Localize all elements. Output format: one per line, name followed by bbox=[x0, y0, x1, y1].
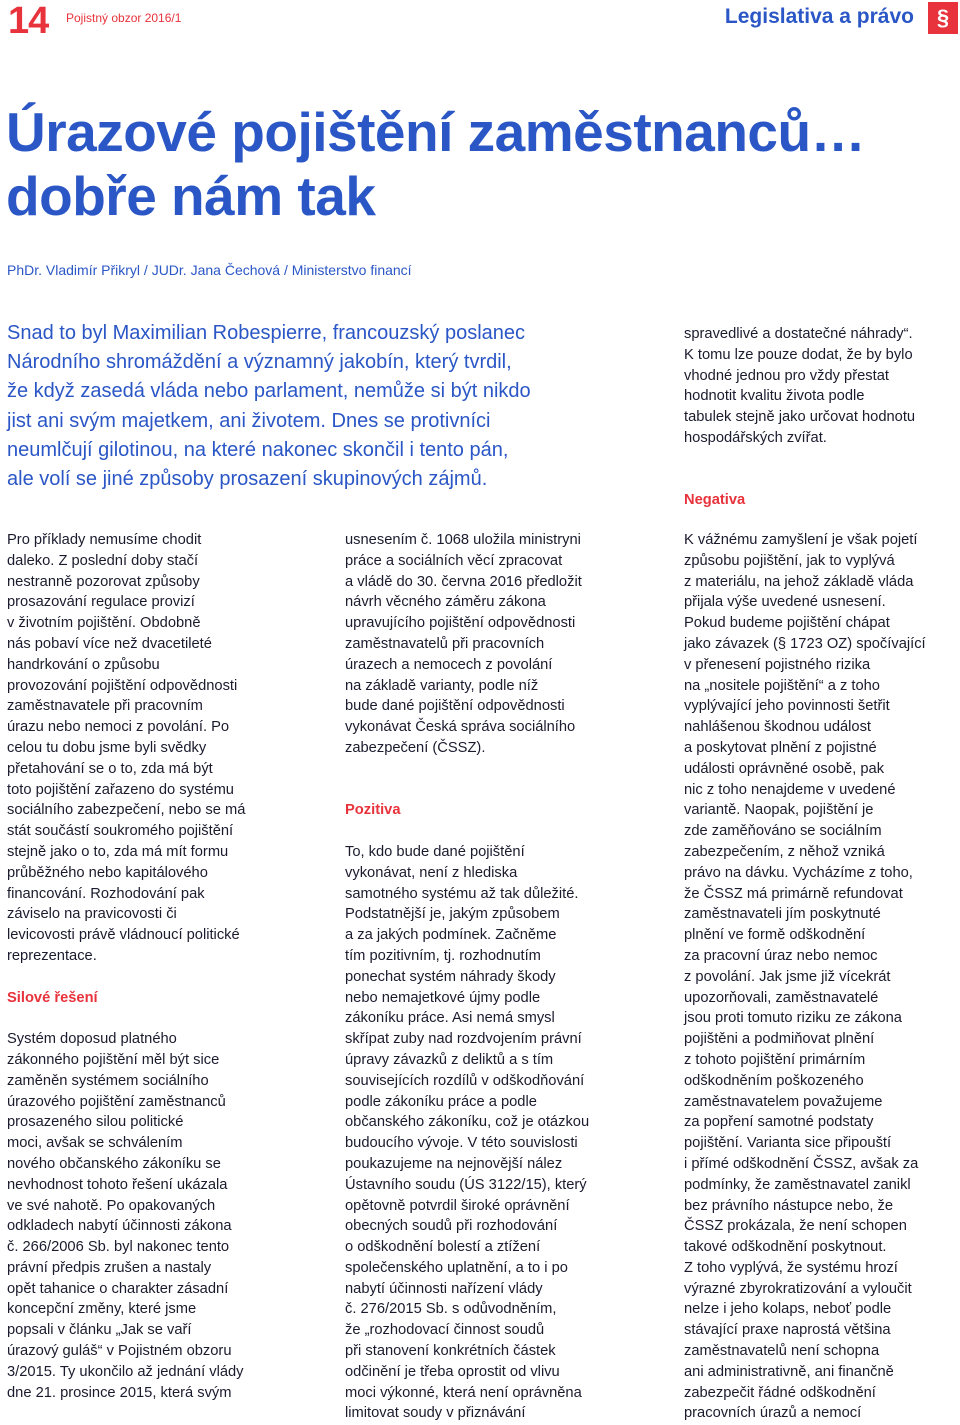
text-line: vhodné jednou pro vždy přestat bbox=[684, 367, 889, 384]
text-line: opět tahanice o charakter zásadní bbox=[7, 1280, 229, 1297]
text-line: nic z toho nenajdeme v uvedené bbox=[684, 781, 896, 798]
article-title-line: dobře nám tak bbox=[6, 165, 376, 227]
text-line: prosazeného silou politické bbox=[7, 1114, 184, 1131]
text-line: Systém doposud platného bbox=[7, 1031, 177, 1048]
text-line: stejně jako o to, zda má mít formu bbox=[7, 843, 229, 860]
text-line: úpravy závazků z deliktů a s tím bbox=[345, 1051, 554, 1068]
text-line: Podstatnější je, jakým způsobem bbox=[345, 906, 560, 923]
text-line: za pracovní úraz nebo nemoc bbox=[684, 947, 878, 964]
page-number: 14 bbox=[8, 0, 49, 42]
text-line: ponechat systém náhrady škody bbox=[345, 968, 556, 985]
text-line: daleko. Z poslední doby stačí bbox=[7, 552, 199, 569]
text-line: obecných soudů při rozhodování bbox=[345, 1218, 558, 1235]
text-line: odčinění je třeba oprostit od vlivu bbox=[345, 1363, 560, 1380]
text-line: podmínky, že zaměstnavatel zanikl bbox=[684, 1176, 911, 1193]
text-line: zákoníku práce. Asi nemá smysl bbox=[345, 1010, 555, 1027]
text-line: odkladech nabytí účinnosti zákona bbox=[7, 1218, 232, 1235]
text-line: variantě. Naopak, pojištění je bbox=[684, 802, 874, 819]
text-line: odškodněním poškozeného bbox=[684, 1072, 864, 1089]
text-line: popsali v článku „Jak se vaří bbox=[7, 1322, 192, 1339]
text-line: levicovosti právě vládnoucí politické bbox=[7, 927, 240, 944]
text-line: záviselo na pravicovosti či bbox=[7, 906, 177, 923]
text-line: občanského zákoníku, což je otázkou bbox=[345, 1114, 590, 1131]
text-line: úrazech a nemocech z povolání bbox=[345, 656, 553, 673]
body-paragraph bbox=[684, 324, 960, 449]
text-line: Ústavního soudu (ÚS 3122/15), který bbox=[345, 1176, 587, 1193]
text-line: zaměstnavatelem považujeme bbox=[684, 1093, 883, 1110]
text-line: podle zákoníku práce a podle bbox=[345, 1093, 537, 1110]
text-line: nevhodnost tohoto řešení ukázala bbox=[7, 1176, 228, 1193]
text-line: nás pobaví více než dvacetileté bbox=[7, 635, 212, 652]
text-line: pojištění. Varianta sice připouští bbox=[684, 1135, 892, 1152]
text-line: nahlášenou škodnou událost bbox=[684, 719, 872, 736]
journal-name: Pojistný obzor 2016/1 bbox=[66, 11, 182, 25]
text-line: stávající praxe naprostá většina bbox=[684, 1322, 891, 1339]
text-line: upozorňovali, zaměstnavatelé bbox=[684, 989, 879, 1006]
text-line: stát součástí soukromého pojištění bbox=[7, 823, 234, 840]
text-line: že ČSSZ má primárně refundovat bbox=[684, 885, 903, 902]
text-line: samotného systému až tak důležité. bbox=[345, 885, 579, 902]
text-line: toto pojištění zařazeno do systému bbox=[7, 781, 234, 798]
text-line: tím pozitivním, tj. rozhodnutím bbox=[345, 947, 541, 964]
paragraph-gap bbox=[345, 780, 663, 801]
text-line: zabezpečit řádné odškodnění bbox=[684, 1384, 876, 1401]
text-line: upravujícího pojištění odpovědnosti bbox=[345, 615, 576, 632]
text-line: financování. Rozhodování pak bbox=[7, 885, 205, 902]
paragraph-gap bbox=[7, 1008, 325, 1029]
body-paragraph bbox=[7, 530, 325, 967]
lead-line: neumlčují gilotinou, na které nakonec skončil i tento pán, bbox=[7, 438, 509, 461]
text-line: jako závazek (§ 1723 OZ) spočívající bbox=[684, 635, 926, 652]
text-line: v životním pojištění. Obdobně bbox=[7, 615, 201, 632]
lead-line: jist ani svým majetkem, ani životem. Dnes se protivníci bbox=[7, 409, 491, 432]
text-line: úrazového pojištění zaměstnanců bbox=[7, 1093, 226, 1110]
lead-line: že když zasedá vláda nebo parlament, nemůže si být nikdo bbox=[7, 380, 531, 403]
text-line: o odškodnění bolestí a ztížení bbox=[345, 1239, 541, 1256]
section-paragraph-icon: § bbox=[928, 2, 958, 34]
article-title bbox=[6, 100, 956, 228]
text-line: zaměstnavatelů není schopna bbox=[684, 1343, 880, 1360]
text-line: K vážnému zamyšlení je však pojetí bbox=[684, 532, 918, 548]
text-line: ve své nahotě. Po opakovaných bbox=[7, 1197, 216, 1214]
text-line: bez právního nástupce nebo, že bbox=[684, 1197, 894, 1214]
text-line: úrazu nebo nemoci z povolání. Po bbox=[7, 719, 230, 736]
text-line: vykonávat, není z hlediska bbox=[345, 864, 518, 881]
body-paragraph bbox=[345, 842, 663, 1424]
text-line: způsobu pojištění, jak to vyplývá bbox=[684, 552, 895, 569]
article-lead bbox=[7, 319, 647, 494]
text-line: takové odškodnění poskytnout. bbox=[684, 1239, 887, 1256]
text-line: v přenesení pojistného rizika bbox=[684, 656, 871, 673]
text-line: ČSSZ prokázala, že není schopen bbox=[684, 1218, 907, 1235]
lead-line: Snad to byl Maximilian Robespierre, francouzský poslanec bbox=[7, 322, 526, 344]
article-authors: PhDr. Vladimír Přikryl / JUDr. Jana Čechová / Ministerstvo financí bbox=[7, 262, 412, 278]
text-line: i přímé odškodnění ČSSZ, avšak za bbox=[684, 1155, 919, 1172]
text-line: nestranně pozorovat způsoby bbox=[7, 573, 200, 590]
text-line: nového občanského zákoníku se bbox=[7, 1155, 221, 1172]
text-line: nebo nemajetkové újmy podle bbox=[345, 989, 541, 1006]
text-line: zde zaměňováno se sociálním bbox=[684, 823, 882, 840]
text-line: přijala výše uvedené usnesení. bbox=[684, 594, 886, 611]
text-line: hospodářských zvířat. bbox=[684, 429, 827, 446]
text-line: zaměstnavatele při pracovním bbox=[7, 698, 203, 715]
body-paragraph bbox=[684, 530, 960, 1424]
text-line: na základě varianty, podle níž bbox=[345, 677, 539, 694]
text-line: zaměněn systémem sociálního bbox=[7, 1072, 209, 1089]
body-paragraph bbox=[7, 1029, 325, 1403]
text-line: nelze i jeho kolaps, neboť podle bbox=[684, 1301, 892, 1318]
text-line: č. 266/2006 Sb. byl nakonec tento bbox=[7, 1239, 230, 1256]
text-line: moci výkonné, která není oprávněna bbox=[345, 1384, 582, 1401]
text-line: 3/2015. Ty ukončilo až jednání vlády bbox=[7, 1363, 244, 1380]
text-line: výrazné zbyrokratizování a vyloučit bbox=[684, 1280, 912, 1297]
text-line: Negativa bbox=[684, 492, 746, 509]
text-line: Pro příklady nemusíme chodit bbox=[7, 532, 202, 548]
text-line: události oprávněné osobě, pak bbox=[684, 760, 885, 777]
lead-line: Národního shromáždění a významný jakobín, který tvrdil, bbox=[7, 351, 512, 374]
text-line: zabezpečením, z něhož vzniká bbox=[684, 843, 885, 860]
text-line: sociálního zabezpečení, nebo se má bbox=[7, 802, 246, 819]
text-line: ani administrativně, ani finančně bbox=[684, 1363, 894, 1380]
text-line: z tohoto pojištění primárním bbox=[684, 1051, 866, 1068]
body-column-3 bbox=[684, 530, 960, 1424]
text-line: souvisejících rozdílů v odškodňování bbox=[345, 1072, 585, 1089]
text-line: budoucího vývoje. V této souvislosti bbox=[345, 1135, 578, 1152]
text-line: celou tu dobu jsme byli svědky bbox=[7, 739, 207, 756]
text-line: pracovních úrazů a nemocí bbox=[684, 1405, 862, 1422]
text-line: skřípat zuby nad rozdvojením právní bbox=[345, 1031, 582, 1048]
text-line: zaměstnavateli jím poskytnuté bbox=[684, 906, 881, 923]
body-column-3-top bbox=[684, 324, 960, 511]
text-line: spravedlivé a dostatečné náhrady“. bbox=[684, 326, 913, 342]
text-line: jsou proti tomuto riziku ze zákona bbox=[684, 1010, 902, 1027]
paragraph-gap bbox=[7, 967, 325, 988]
subheading bbox=[7, 988, 325, 1009]
text-line: koncepční změny, které jsme bbox=[7, 1301, 197, 1318]
text-line: právní předpis zrušen a nastaly bbox=[7, 1259, 212, 1276]
paragraph-gap bbox=[345, 759, 663, 780]
text-line: poukazujeme na nejnovější nález bbox=[345, 1155, 563, 1172]
text-line: z materiálu, na jehož základě vláda bbox=[684, 573, 914, 590]
text-line: opětovně potvrdil široké oprávnění bbox=[345, 1197, 570, 1214]
text-line: návrh věcného záměru zákona bbox=[345, 594, 546, 611]
text-line: průběžného nebo kapitálového bbox=[7, 864, 208, 881]
text-line: prosazování regulace provizí bbox=[7, 594, 195, 611]
paragraph-gap bbox=[684, 470, 960, 491]
paragraph-gap bbox=[684, 449, 960, 470]
text-line: To, kdo bude dané pojištění bbox=[345, 843, 525, 860]
text-line: zaměstnavatelů při pracovních bbox=[345, 635, 545, 652]
text-line: tabulek stejně jako určovat hodnotu bbox=[684, 409, 916, 426]
lead-line: ale volí se jiné způsoby prosazení skupinových zájmů. bbox=[7, 468, 488, 491]
text-line: zabezpečení (ČSSZ). bbox=[345, 739, 486, 756]
text-line: limitovat soudy v přiznávání bbox=[345, 1405, 526, 1422]
paragraph-gap bbox=[345, 821, 663, 842]
article-title-line: Úrazové pojištění zaměstnanců… bbox=[6, 101, 866, 163]
subheading bbox=[684, 490, 960, 511]
text-line: handrkování o způsobu bbox=[7, 656, 160, 673]
text-line: že „rozhodovací činnost soudů bbox=[345, 1322, 545, 1339]
text-line: a za jakých podmínek. Začněme bbox=[345, 927, 557, 944]
text-line: Silové řešení bbox=[7, 989, 98, 1006]
text-line: usnesením č. 1068 uložila ministryni bbox=[345, 532, 581, 548]
text-line: č. 276/2015 Sb. s odůvodněním, bbox=[345, 1301, 557, 1318]
text-line: dne 21. prosince 2015, která svým bbox=[7, 1384, 232, 1401]
text-line: pojištěni a podmiňovat plnění bbox=[684, 1031, 875, 1048]
body-column-2 bbox=[345, 530, 663, 1424]
text-line: provozování pojištění odpovědnosti bbox=[7, 677, 238, 694]
text-line: vykonávat Česká správa sociálního bbox=[345, 719, 576, 736]
text-line: zákonného pojištění měl být sice bbox=[7, 1051, 220, 1068]
text-line: Pokud budeme pojištění chápat bbox=[684, 615, 890, 632]
text-line: práce a sociálních věcí zpracovat bbox=[345, 552, 563, 569]
text-line: reprezentace. bbox=[7, 947, 97, 964]
text-line: vyplývající jeho povinnosti šetřit bbox=[684, 698, 890, 715]
text-line: Pozitiva bbox=[345, 802, 401, 819]
section-title: Legislativa a právo bbox=[724, 5, 914, 28]
text-line: a vládě do 30. června 2016 předložit bbox=[345, 573, 582, 590]
text-line: přetahování se o to, zda má být bbox=[7, 760, 213, 777]
text-line: úrazový guláš“ v Pojistném obzoru bbox=[7, 1343, 232, 1360]
text-line: K tomu lze pouze dodat, že by bylo bbox=[684, 346, 913, 363]
text-line: z povolání. Jak jsme již vícekrát bbox=[684, 968, 891, 985]
text-line: plnění ve formě odškodnění bbox=[684, 927, 866, 944]
text-line: právo na dávku. Vycházíme z toho, bbox=[684, 864, 913, 881]
text-line: bude dané pojištění odpovědnosti bbox=[345, 698, 565, 715]
text-line: a poskytovat plnění z pojistné bbox=[684, 739, 877, 756]
text-line: moci, avšak se schválením bbox=[7, 1135, 183, 1152]
subheading bbox=[345, 800, 663, 821]
text-line: na „nositele pojištění“ a z toho bbox=[684, 677, 880, 694]
text-line: hodnotit kvalitu života podle bbox=[684, 388, 865, 405]
text-line: Z toho vyplývá, že systému hrozí bbox=[684, 1259, 898, 1276]
text-line: nabytí účinnosti nařízení vlády bbox=[345, 1280, 543, 1297]
body-paragraph bbox=[345, 530, 663, 759]
body-column-1 bbox=[7, 530, 325, 1403]
text-line: při stanovení konkrétních částek bbox=[345, 1343, 556, 1360]
text-line: společenského uplatnění, a to i po bbox=[345, 1259, 568, 1276]
text-line: za popření samotné podstaty bbox=[684, 1114, 874, 1131]
